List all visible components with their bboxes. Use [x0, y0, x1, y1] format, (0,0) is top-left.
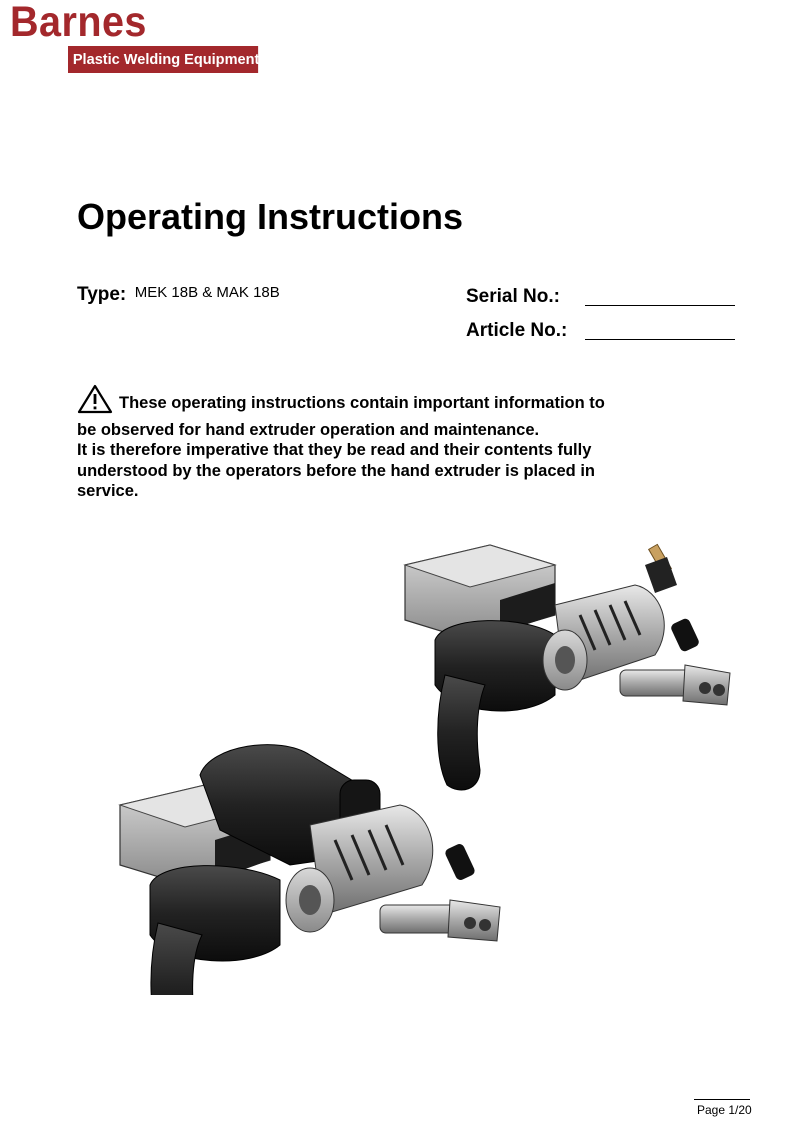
extruder-mek — [405, 544, 730, 790]
serial-blank-line — [585, 305, 735, 306]
logo-name: Barnes — [10, 0, 147, 46]
extruder-mak — [120, 745, 500, 995]
type-row — [77, 284, 280, 306]
warning-text-1: These operating instructions contain important information to be observed for hand extruder operation and maintenance. — [77, 394, 605, 439]
page-title: Operating Instructions — [77, 196, 464, 237]
warning-text-2: It is therefore imperative that they be read and their contents fully understood by the operators before the hand extruder is placed in service. — [77, 441, 596, 500]
warning-triangle-icon — [77, 384, 113, 420]
company-logo — [8, 0, 291, 74]
type-label: Type: — [77, 284, 127, 305]
article-blank-line — [585, 339, 735, 340]
article-label: Article No.: — [466, 320, 568, 341]
page-number: Page 1/20 — [697, 1103, 752, 1117]
type-value: MEK 18B & MAK 18B — [134, 284, 280, 301]
logo-tagline: Plastic Welding Equipment Ltd. — [68, 46, 258, 73]
hand-extruders-illustration — [110, 535, 750, 995]
warning-notice — [77, 384, 617, 502]
footer-rule — [694, 1099, 750, 1100]
serial-label: Serial No.: — [466, 286, 560, 307]
